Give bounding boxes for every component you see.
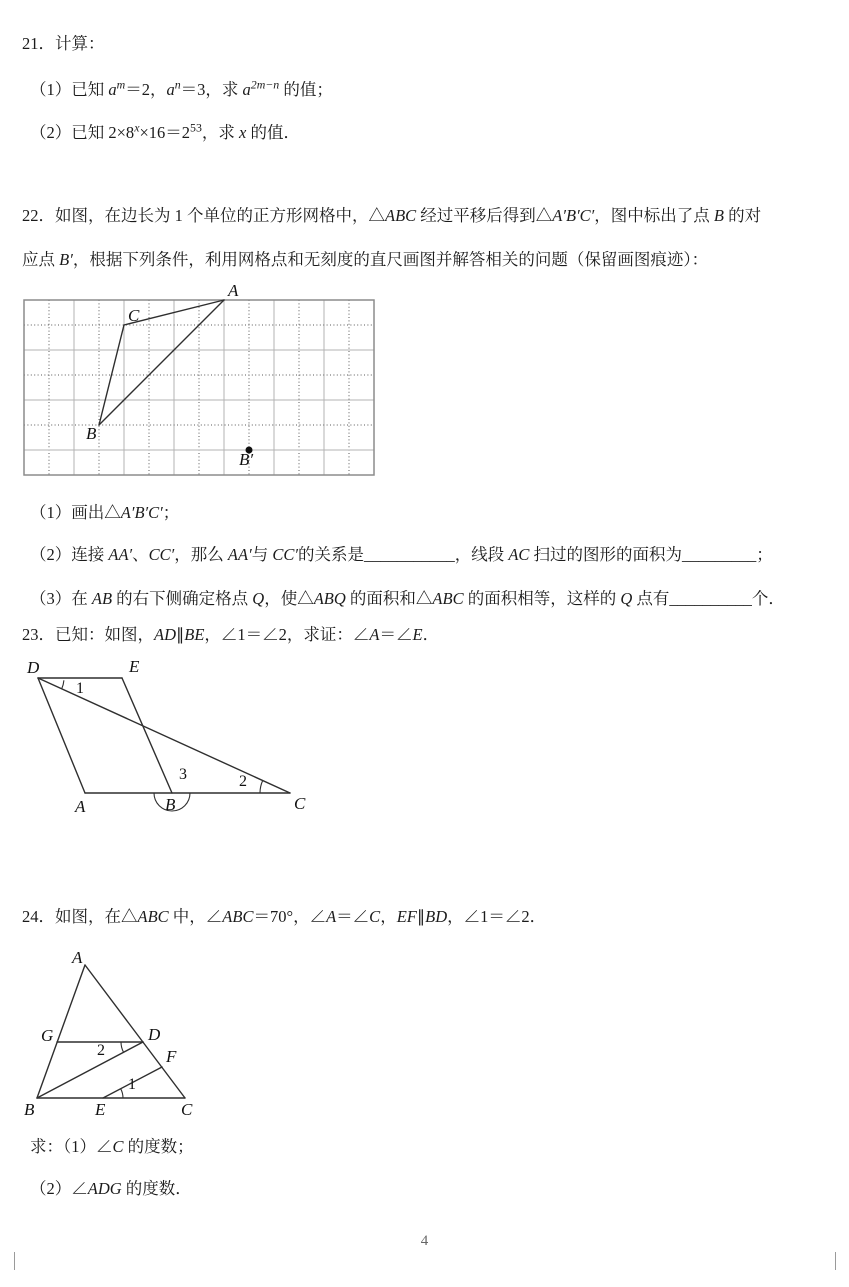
svg-text:B: B	[24, 1100, 35, 1119]
page-number: 4	[420, 1233, 429, 1249]
svg-text:A: A	[75, 797, 86, 816]
problem-22-text-line2: 应点 B′，根据下列条件，利用网格点和无刻度的直尺画图并解答相关的问题（保留画图痕迹）：	[22, 250, 709, 269]
svg-text:A: A	[72, 948, 83, 967]
svg-text:D: D	[148, 1025, 161, 1044]
svg-text:B: B	[165, 795, 176, 814]
problem-22-q1: （1）画出△A′B′C′；	[30, 503, 180, 522]
problem-24-title: 24．如图，在△ABC 中，∠ABC＝70°，∠A＝∠C，EF∥BD，∠1＝∠2．	[22, 907, 547, 926]
svg-text:F: F	[166, 1047, 177, 1066]
svg-text:B′: B′	[239, 450, 254, 469]
svg-text:1: 1	[76, 680, 84, 697]
svg-text:E: E	[95, 1100, 106, 1119]
svg-text:E: E	[129, 657, 140, 676]
problem-24-q2: （2）∠ADG 的度数．	[30, 1179, 192, 1198]
svg-text:C: C	[181, 1100, 193, 1119]
problem-21-part1: （1）已知 $a^m=2$，$a^n=3$，求 $a^{2m-n}$ 的值；	[30, 77, 333, 99]
problem-24-q1: 求：（1）∠C 的度数；	[30, 1137, 194, 1156]
right-margin-mark	[835, 1252, 836, 1270]
problem-22-text-line1: 22．如图，在边长为 1 个单位的正方形网格中，△ABC 经过平移后得到△A′B′C′，图中标出了点 B 的对	[22, 206, 762, 225]
svg-text:G: G	[41, 1026, 54, 1045]
svg-text:1: 1	[128, 1076, 136, 1093]
svg-text:A: A	[228, 281, 239, 300]
svg-text:D: D	[27, 658, 40, 677]
problem-21-title: 21．计算：	[22, 34, 105, 53]
svg-text:2: 2	[239, 773, 247, 790]
svg-text:B: B	[86, 424, 97, 443]
problem-21-part2: （2）已知 $2\times 8^x\times 16=2^{53}$，求 x 的值．	[30, 120, 300, 142]
left-margin-mark	[14, 1252, 15, 1270]
problem-23-figure	[18, 657, 330, 822]
svg-text:C: C	[294, 794, 306, 813]
problem-22-grid-figure	[22, 281, 380, 480]
svg-text:2: 2	[97, 1042, 105, 1059]
problem-23-title: 23．已知：如图，AD∥BE，∠1＝∠2，求证：∠A＝∠E．	[22, 625, 440, 644]
svg-text:3: 3	[179, 766, 187, 783]
problem-22-q2: （2）连接 AA′、CC′，那么 AA′与 CC′的关系是___________，线段 AC 扫过的图形的面积为_________；	[30, 545, 773, 564]
svg-text:C: C	[128, 306, 140, 325]
problem-24-figure	[20, 950, 220, 1128]
problem-22-q3: （3）在 AB 的右下侧确定格点 Q，使△ABQ 的面积和△ABC 的面积相等，这样的 Q 点有__________个．	[30, 589, 785, 608]
